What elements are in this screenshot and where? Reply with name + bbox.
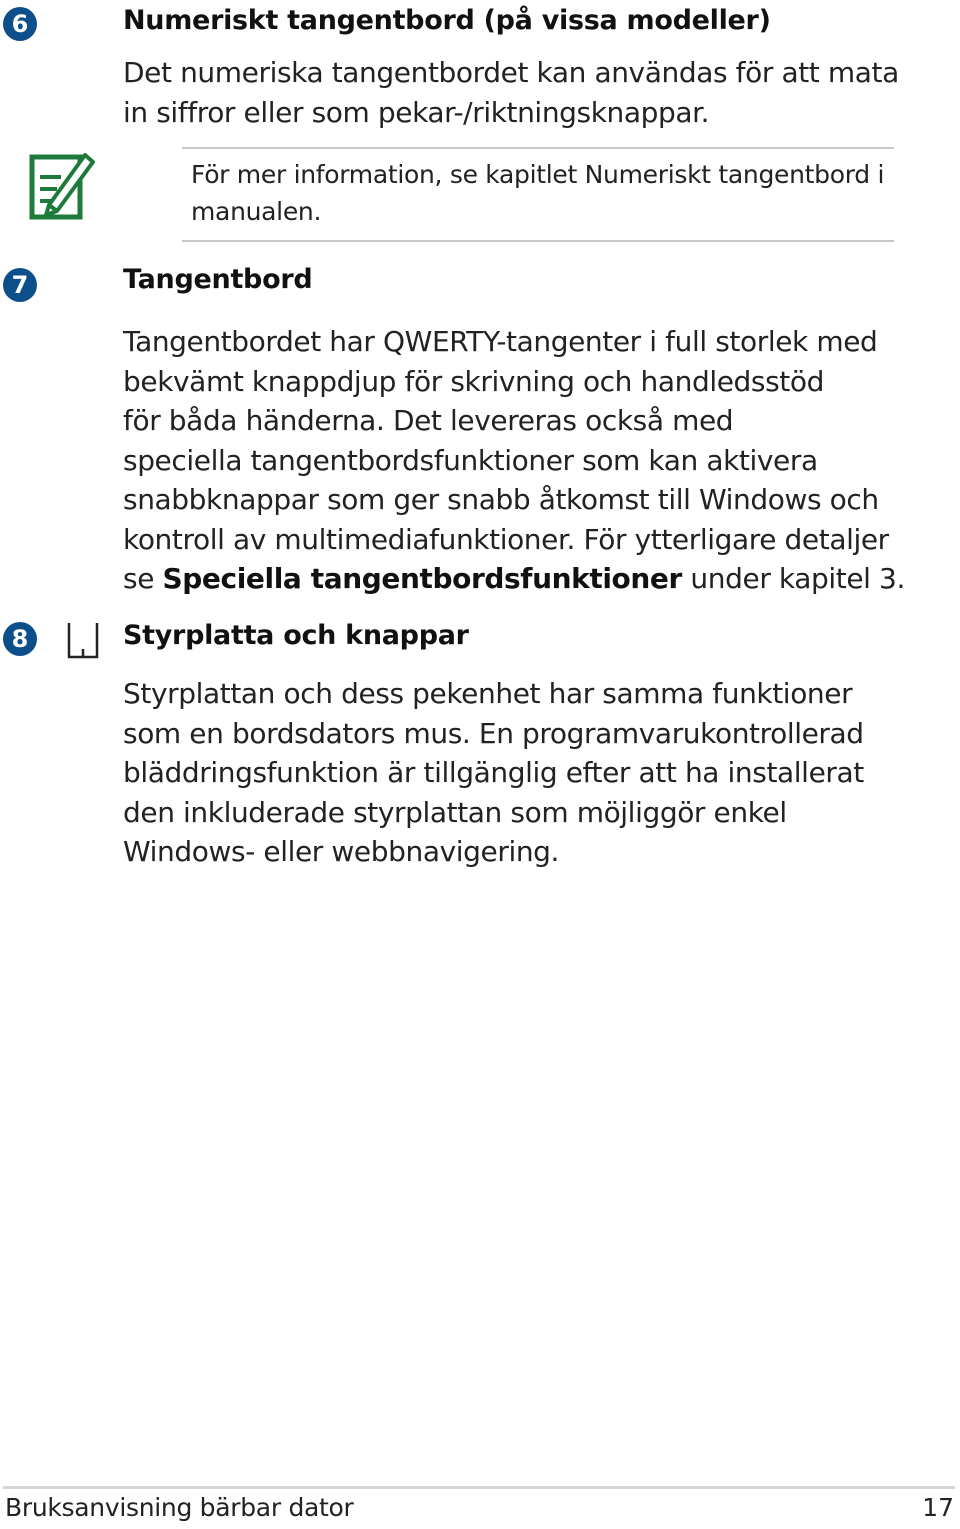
body-line: snabbknappar som ger snabb åtkomst till Windows och — [123, 483, 879, 516]
page-number: 17 — [922, 1493, 954, 1522]
body-line: den inkluderade styrplattan som möjliggör enkel — [123, 795, 787, 829]
body-line — [123, 559, 923, 599]
body-line: Det numeriska tangentbordet kan användas för att mata — [123, 56, 899, 89]
body-line: speciella tangentbordsfunktioner som kan aktivera — [123, 443, 818, 477]
section-heading: Tangentbord — [123, 264, 313, 295]
body-line: in siffror eller som pekar-/riktningsknappar. — [123, 95, 710, 129]
body-line: som en bordsdators mus. En programvarukontrollerad — [123, 716, 864, 750]
body-line: Styrplattan och dess pekenhet har samma funktioner — [123, 677, 853, 710]
body-line: för båda händerna. Det levereras också med — [123, 404, 734, 437]
body-line: kontroll av multimediafunktioner. För ytterligare detaljer — [123, 522, 889, 556]
section-number-badge: 8 — [3, 622, 37, 656]
section-heading: Styrplatta och knappar — [123, 620, 469, 651]
section-number-badge: 7 — [3, 268, 37, 302]
section-body — [123, 53, 923, 132]
touchpad-icon — [67, 621, 99, 659]
note-line: För mer information, se kapitlet Numeriskt tangentbord i — [191, 160, 885, 189]
body-line: bläddringsfunktion är tillgänglig efter att ha installerat — [123, 756, 864, 789]
body-text: under kapitel 3. — [681, 562, 905, 595]
section-heading: Numeriskt tangentbord (på vissa modeller) — [123, 5, 771, 36]
body-line: Windows- eller webbnavigering. — [123, 835, 560, 868]
note-text — [191, 156, 884, 230]
section-number-badge: 6 — [3, 7, 37, 41]
note-line: manualen. — [191, 197, 322, 226]
note-pencil-icon — [27, 145, 97, 225]
body-line: bekvämt knappdjup för skrivning och handledsstöd — [123, 364, 824, 398]
note-bottom-rule — [182, 240, 894, 242]
note-top-rule — [182, 147, 894, 149]
body-text: se — [123, 562, 163, 595]
footer-title: Bruksanvisning bärbar dator — [5, 1493, 354, 1522]
body-line: Tangentbordet har QWERTY-tangenter i full storlek med — [123, 325, 878, 358]
footer-rule — [3, 1486, 955, 1489]
bold-reference: Speciella tangentbordsfunktioner — [162, 562, 682, 595]
section-body — [123, 322, 923, 599]
section-body — [123, 674, 923, 872]
